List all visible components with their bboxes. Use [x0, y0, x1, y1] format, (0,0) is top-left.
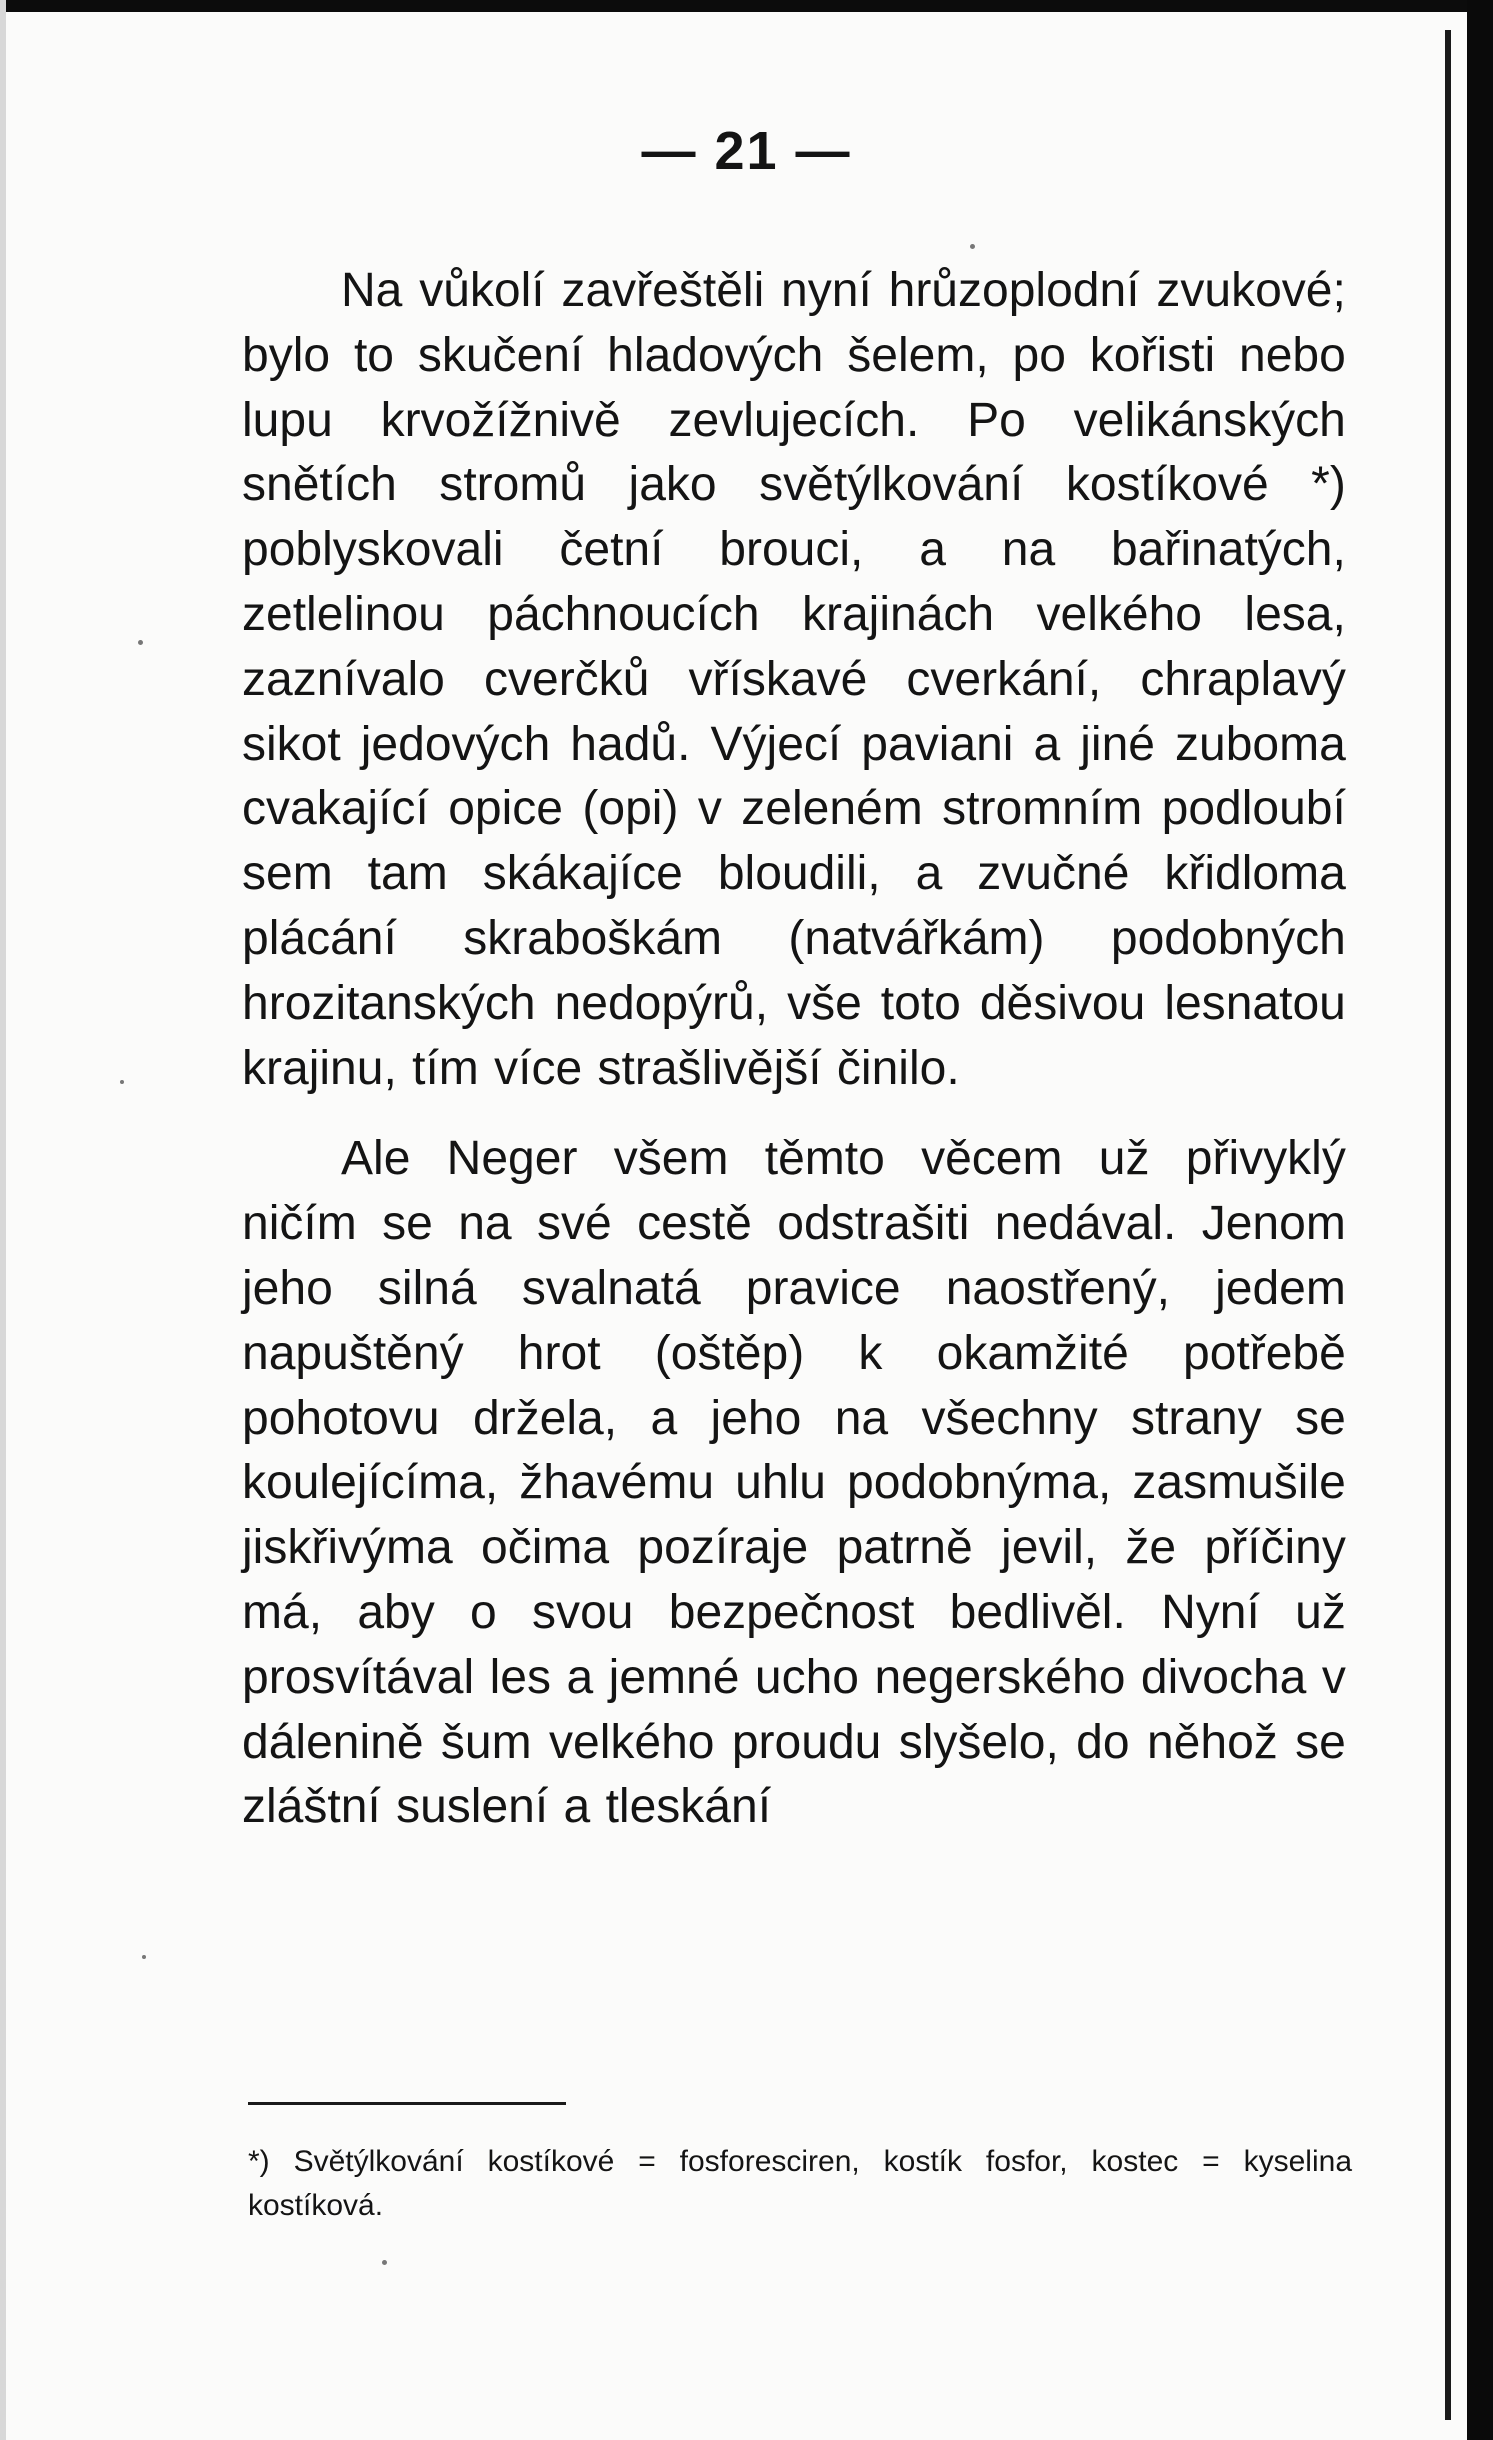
- scan-edge-line: [1445, 30, 1451, 2420]
- page-number: — 21 —: [641, 121, 852, 181]
- footnote-divider: [248, 2102, 566, 2105]
- scan-speck: [138, 640, 143, 645]
- scan-speck: [120, 1080, 124, 1084]
- scan-edge-left: [0, 0, 6, 2440]
- paragraph: Ale Neger všem těmto věcem už přivyklý ničím se na své cestě odstrašiti nedával. Jenom jeho silná svalnatá pravice naostřený, jedem napuštěný hrot (oštěp) k okamžité potřebě pohotovu držela, a jeho na všechny strany se koulejícíma, žhavému uhlu podobnýma, zasmušile jiskřivýma očima pozíraje patrně jevil, že příčiny má, aby o svou bezpečnost bedlivěl. Nyní už prosvítával les a jemné ucho negerského divocha v dálenině šum velkého proudu slyšelo, do něhož se zláštní suslení a tleskání: [242, 1131, 1346, 1834]
- footnote: [248, 2140, 1352, 2228]
- body-text: [242, 258, 1346, 1839]
- scan-speck: [970, 244, 975, 249]
- scan-speck: [382, 2260, 387, 2265]
- scan-edge-top: [0, 0, 1493, 12]
- paragraph: Na vůkolí zavřeštěli nyní hrůzoplodní zvukové; bylo to skučení hladových šelem, po kořisti nebo lupu krvožížnivě zevlujecích. Po velikánských snětích stromů jako světýlkování kostíkové *) poblyskovali četní brouci, a na bařinatých, zetlelinou páchnoucích krajinách velkého lesa, zaznívalo cverčků vřískavé cverkání, chraplavý sikot jedových hadů. Výjecí paviani a jiné zuboma cvakající opice (opi) v zeleném stromním podloubí sem tam skákajíce bloudili, a zvučné křidloma plácání skraboškám (natvářkám) podobných hrozitanských nedopýrů, vše toto děsivou lesnatou krajinu, tím více strašlivější činilo.: [242, 263, 1346, 1095]
- footnote-text: *) Světýlkování kostíkové = fosforesciren, kostík fosfor, kostec = kyselina kostíková.: [248, 2145, 1352, 2222]
- scan-speck: [142, 1955, 146, 1959]
- scan-edge-right: [1467, 0, 1493, 2440]
